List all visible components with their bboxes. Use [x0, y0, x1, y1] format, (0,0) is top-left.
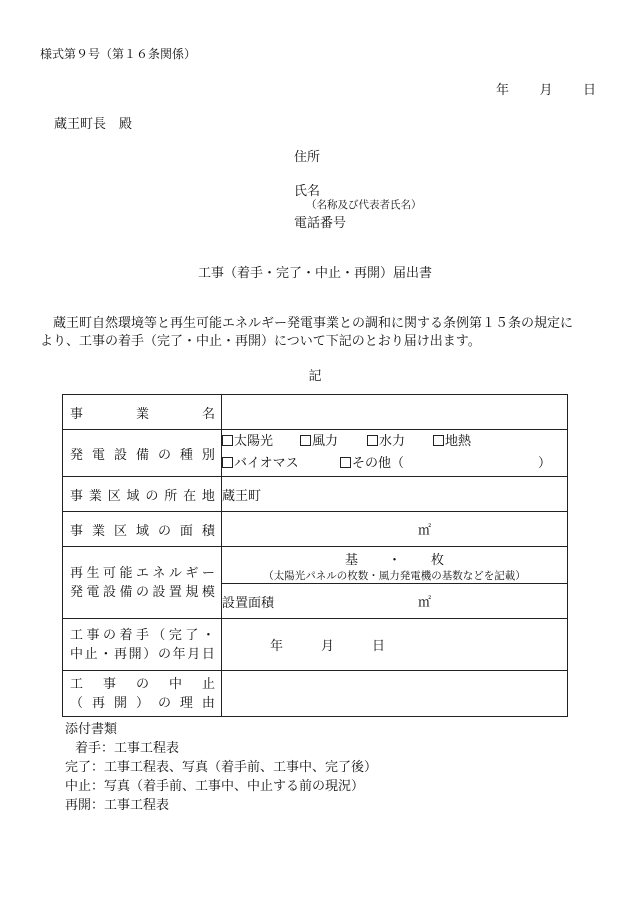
label-char: 理: [179, 695, 193, 711]
location-field[interactable]: 蔵王町: [222, 477, 568, 512]
label-char: 工: [70, 627, 84, 643]
label-char: 種: [179, 447, 193, 463]
attachments-title: 添付書類: [65, 722, 118, 737]
equipment-type-label: [63, 430, 222, 477]
label-char: 止: [201, 676, 215, 692]
option-other[interactable]: [340, 453, 538, 475]
location-label: [63, 477, 222, 512]
area-unit: ㎡: [418, 523, 432, 539]
date-month: 月: [539, 83, 553, 98]
name-note: （名称及び代表者氏名）: [306, 199, 422, 211]
row-business-name: [63, 395, 568, 430]
work-date-label: [63, 619, 222, 671]
option-solar[interactable]: [222, 431, 300, 453]
label-char: 設: [152, 584, 166, 600]
label-char: 生: [86, 565, 100, 581]
label-char: 了: [185, 627, 199, 643]
work-date-field[interactable]: [222, 619, 568, 671]
attachment-item: 中止：写真（着手前、工事中、中止する前の現況）: [65, 779, 365, 794]
label-char: 電: [91, 447, 105, 463]
label-char: 開: [128, 646, 142, 662]
label-char: 再: [113, 646, 127, 662]
label-char: の: [135, 584, 149, 600]
date-day: 日: [582, 83, 596, 98]
option-hydro[interactable]: [367, 431, 433, 453]
option-label: 地熱: [445, 434, 472, 449]
label-char: ・: [201, 627, 215, 643]
label-char: 名: [201, 406, 215, 422]
label-char: 業: [91, 523, 105, 539]
label-char: 事: [86, 627, 100, 643]
label-char: 発: [70, 447, 84, 463]
form-number: 様式第９号（第１６条関係）: [40, 47, 197, 61]
label-char: 完: [168, 627, 182, 643]
label-char: の: [157, 523, 171, 539]
attachment-item: 完了：工事工程表、写真（着手前、工事中、完了後）: [65, 760, 378, 775]
install-area-field[interactable]: [222, 584, 568, 619]
document-title: 工事（着手・完了・中止・再開）届出書: [197, 266, 432, 281]
business-name-label: [63, 395, 222, 430]
label-char: 着: [119, 627, 133, 643]
label-char: 開: [113, 695, 127, 711]
row-reason: [63, 671, 568, 717]
label-char: ）: [135, 695, 149, 711]
label-char: 面: [179, 523, 193, 539]
label-char: ー: [201, 565, 215, 581]
option-label: 風力: [312, 434, 339, 449]
date-unit: 月: [321, 639, 335, 654]
label-char: 別: [201, 447, 215, 463]
date-line: [496, 79, 596, 98]
label-char: （: [152, 627, 166, 643]
report-table: [62, 394, 568, 717]
name-label: 氏名: [294, 184, 321, 199]
label-char: 工: [70, 676, 84, 692]
recipient: 蔵王町長 殿: [54, 117, 133, 132]
area-field[interactable]: [222, 512, 568, 547]
label-char: ）: [143, 646, 157, 662]
label-char: ル: [168, 565, 182, 581]
label-char: 業: [88, 488, 102, 504]
label-char: 可: [102, 565, 116, 581]
count-unit: 枚: [431, 553, 445, 568]
reason-field[interactable]: [222, 671, 568, 717]
label-char: の: [157, 447, 171, 463]
checkbox-icon[interactable]: [222, 457, 233, 468]
body-text: 蔵王町自然環境等と再生可能エネルギー発電事業との調和に関する条例第１５条の規定により、工事の着手（完了・中止・再開）について下記のとおり届け出ます。: [40, 316, 574, 349]
label-char: エ: [135, 565, 149, 581]
install-area-label: 設置面積: [222, 595, 275, 611]
count-unit: 基: [344, 553, 358, 568]
label-char: の: [135, 676, 149, 692]
label-char: 備: [119, 584, 133, 600]
label-char: の: [102, 627, 116, 643]
ki-heading: 記: [308, 369, 322, 384]
equipment-type-options: [222, 430, 568, 477]
label-char: 規: [185, 584, 199, 600]
label-char: ネ: [152, 565, 166, 581]
row-area: [63, 512, 568, 547]
date-unit: 日: [372, 639, 386, 654]
scale-count-field[interactable]: [222, 547, 568, 584]
label-char: の: [145, 488, 159, 504]
date-year: 年: [496, 83, 510, 98]
label-char: 業: [135, 406, 149, 422]
label-char: 再: [91, 695, 105, 711]
option-other-close: ）: [538, 456, 552, 471]
scale-count: [222, 547, 567, 568]
label-char: 所: [164, 488, 178, 504]
option-label: バイオマス: [234, 456, 299, 471]
attachment-item: 着手：工事工程表: [75, 741, 180, 756]
label-char: 事: [70, 406, 84, 422]
label-char: ・: [99, 646, 113, 662]
row-scale-count: [63, 547, 568, 584]
reason-label: [63, 671, 222, 717]
label-char: 年: [172, 646, 186, 662]
option-label: 水力: [379, 434, 406, 449]
scale-note: （太陽光パネルの枚数・風力発電機の基数などを記載）: [263, 570, 526, 582]
option-wind[interactable]: [300, 431, 367, 453]
label-char: 備: [135, 447, 149, 463]
checkbox-icon[interactable]: [300, 435, 311, 446]
phone-label: 電話番号: [294, 216, 347, 231]
label-char: の: [157, 646, 171, 662]
checkbox-icon[interactable]: [222, 435, 233, 446]
label-char: 日: [201, 646, 215, 662]
address-label: 住所: [294, 150, 321, 165]
label-char: の: [157, 695, 171, 711]
label-char: 設: [102, 584, 116, 600]
count-sep: ・: [387, 553, 401, 568]
checkbox-icon[interactable]: [433, 435, 444, 446]
label-char: （: [70, 695, 84, 711]
label-char: 電: [86, 584, 100, 600]
label-char: 再: [70, 565, 84, 581]
label-char: 中: [70, 646, 84, 662]
label-char: 発: [70, 584, 84, 600]
row-location: [63, 477, 568, 512]
label-char: 中: [168, 676, 182, 692]
label-char: ギ: [185, 565, 199, 581]
label-char: 手: [135, 627, 149, 643]
area-label: [63, 512, 222, 547]
label-char: 模: [201, 584, 215, 600]
row-work-date: [63, 619, 568, 671]
option-geothermal[interactable]: [433, 431, 471, 453]
option-label: 太陽光: [234, 434, 274, 449]
label-char: 月: [187, 646, 201, 662]
label-char: 設: [113, 447, 127, 463]
label-char: 事: [70, 488, 84, 504]
scale-label: [63, 547, 222, 619]
checkbox-icon[interactable]: [340, 457, 351, 468]
attachment-item: 再開：工事工程表: [65, 798, 170, 813]
label-char: 区: [107, 488, 121, 504]
label-char: 事: [70, 523, 84, 539]
label-char: 区: [113, 523, 127, 539]
label-char: 事: [102, 676, 116, 692]
label-char: 域: [126, 488, 140, 504]
label-char: 域: [135, 523, 149, 539]
checkbox-icon[interactable]: [367, 435, 378, 446]
label-char: 能: [119, 565, 133, 581]
label-char: 積: [201, 523, 215, 539]
install-area-unit: ㎡: [418, 595, 432, 611]
label-char: 由: [201, 695, 215, 711]
label-char: 止: [84, 646, 98, 662]
attachments-list: [65, 739, 377, 815]
option-label: その他（: [352, 456, 405, 471]
label-char: 在: [183, 488, 197, 504]
option-biomass[interactable]: [222, 453, 340, 475]
label-char: 置: [168, 584, 182, 600]
date-unit: 年: [270, 639, 284, 654]
row-equipment-type: [63, 430, 568, 477]
business-name-field[interactable]: [222, 395, 568, 430]
label-char: 地: [201, 488, 215, 504]
